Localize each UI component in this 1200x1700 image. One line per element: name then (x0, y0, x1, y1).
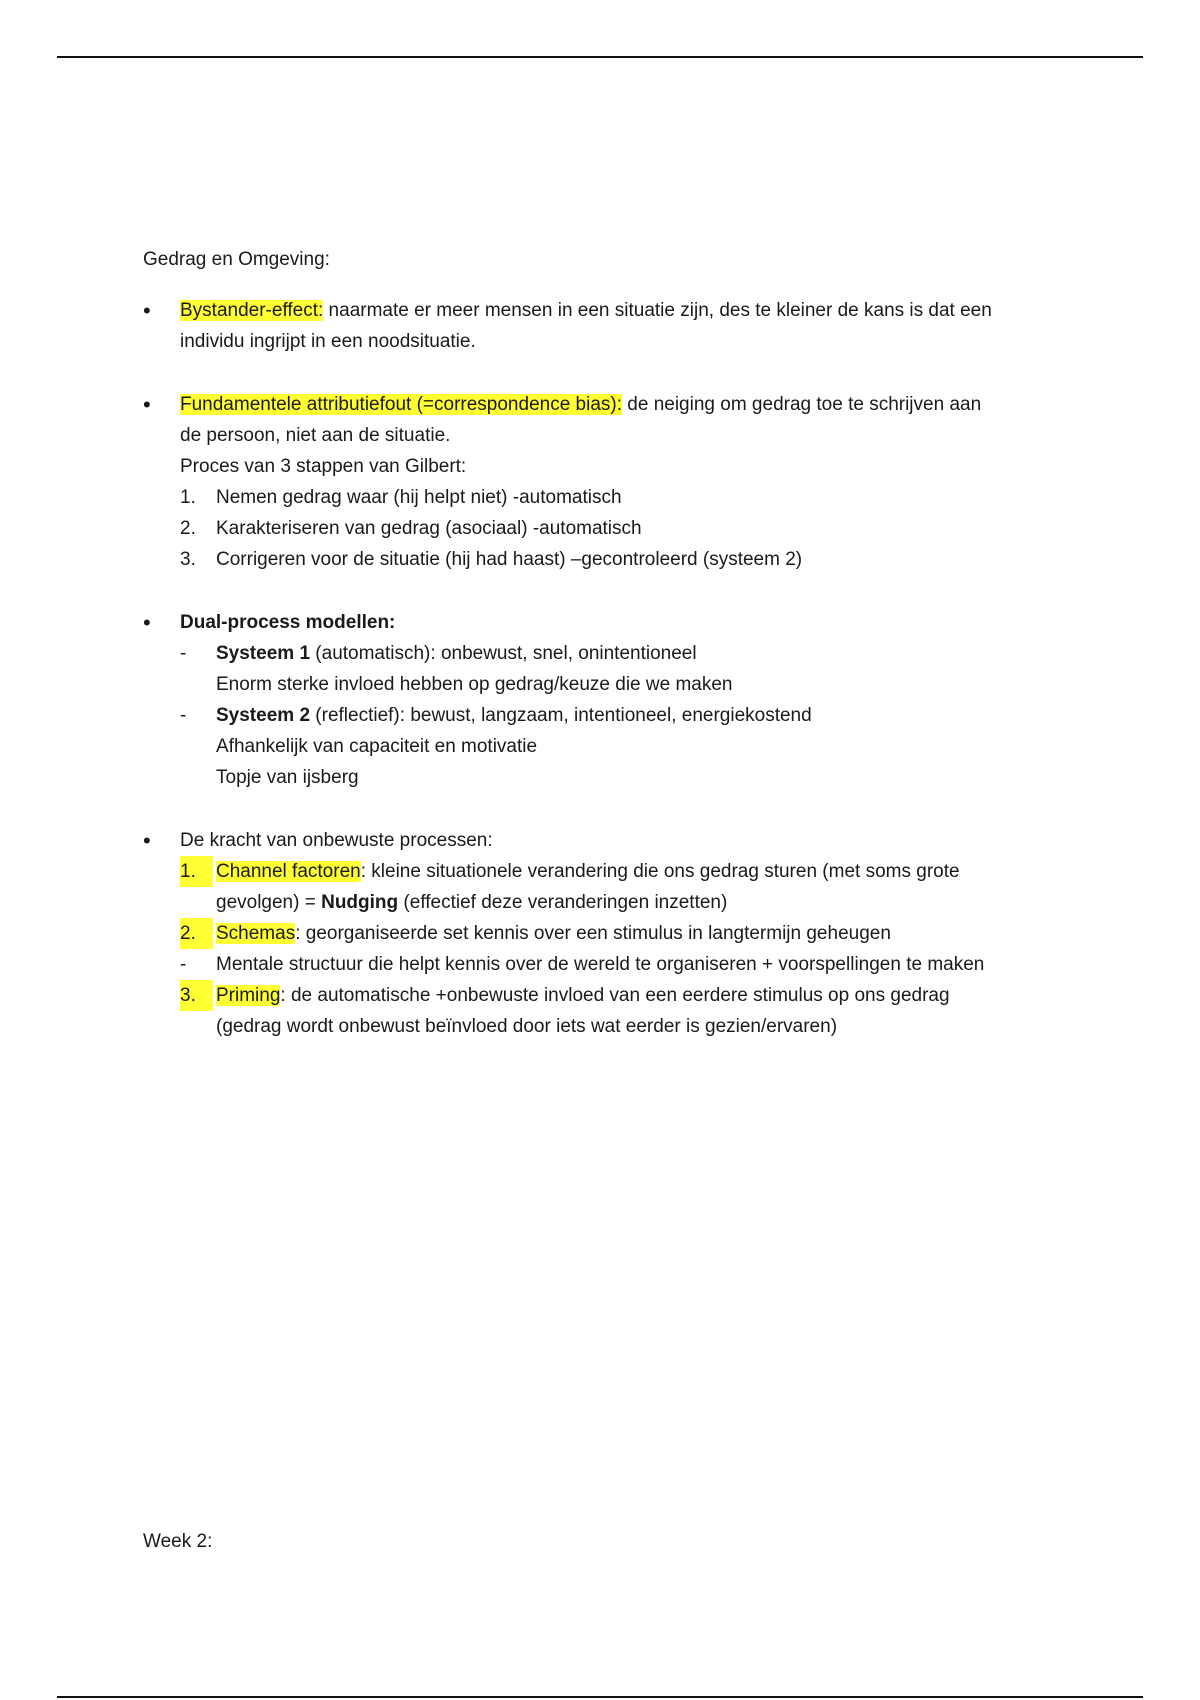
dash-marker: - (180, 954, 187, 975)
numbered-item (143, 918, 1063, 949)
header-rule (57, 56, 1143, 58)
page-title: Gedrag en Omgeving: (143, 249, 330, 270)
bullet-icon: • (143, 298, 151, 323)
item-text: : kleine situationele verandering die ons gedrag sturen (met soms grote (360, 861, 960, 882)
term-highlight: Bystander-effect: (180, 300, 324, 321)
item-number: 3. (180, 980, 213, 1011)
definition-continuation: individu ingrijpt in een noodsituatie. (180, 331, 476, 352)
item-continuation (143, 887, 1063, 918)
list-item (143, 607, 1063, 638)
numbered-step (143, 544, 1063, 575)
numbered-step (143, 482, 1063, 513)
term-highlight: Channel factoren (216, 861, 361, 882)
definition-text: naarmate er meer mensen in een situatie zijn, des te kleiner de kans is dat een (323, 300, 992, 321)
week-heading: Week 2: (143, 1531, 213, 1552)
system-label: Systeem 1 (216, 643, 311, 664)
term-highlight: Schemas (216, 923, 296, 944)
item-continuation-text: gevolgen) = (216, 892, 322, 913)
footer-rule (57, 1696, 1143, 1698)
numbered-step (143, 513, 1063, 544)
section-heading: De kracht van onbewuste processen: (180, 830, 493, 851)
definition-continuation: de persoon, niet aan de situatie. (180, 425, 451, 446)
bullet-icon: • (143, 392, 151, 417)
step-text: Corrigeren voor de situatie (hij had haast) –gecontroleerd (systeem 2) (216, 549, 803, 570)
system-continuation: Enorm sterke invloed hebben op gedrag/keuze die we maken (216, 674, 733, 695)
list-item (143, 295, 1063, 326)
dash-marker: - (180, 643, 187, 664)
item-number: 1. (180, 856, 213, 887)
list-item (143, 825, 1063, 856)
step-text: Nemen gedrag waar (hij helpt niet) -automatisch (216, 487, 622, 508)
dash-item (143, 700, 1063, 731)
system-continuation: Topje van ijsberg (216, 767, 359, 788)
system-text: (reflectief): bewust, langzaam, intentioneel, energiekostend (310, 705, 812, 726)
bullet-icon: • (143, 828, 151, 853)
nudging-term: Nudging (321, 892, 399, 913)
dash-item (143, 638, 1063, 669)
step-number: 2. (180, 518, 196, 539)
dash-item (143, 949, 1063, 980)
section-heading: Dual-process modellen: (180, 612, 396, 633)
system-continuation: Afhankelijk van capaciteit en motivatie (216, 736, 538, 757)
numbered-item (143, 856, 1063, 887)
system-label: Systeem 2 (216, 705, 311, 726)
item-continuation: (gedrag wordt onbewust beïnvloed door iets wat eerder is gezien/ervaren) (216, 1016, 838, 1037)
dash-marker: - (180, 705, 187, 726)
definition-text: de neiging om gedrag toe te schrijven aan (622, 394, 982, 415)
item-text: Mentale structuur die helpt kennis over de wereld te organiseren + voorspellingen te maken (216, 954, 985, 975)
step-number: 3. (180, 549, 196, 570)
item-text: : georganiseerde set kennis over een stimulus in langtermijn geheugen (295, 923, 891, 944)
item-text: : de automatische +onbewuste invloed van een eerdere stimulus op ons gedrag (280, 985, 950, 1006)
term-highlight: Fundamentele attributiefout (=correspondence bias): (180, 394, 623, 415)
document-body (143, 244, 1063, 1042)
system-text: (automatisch): onbewust, snel, onintentioneel (310, 643, 697, 664)
subheading: Proces van 3 stappen van Gilbert: (180, 456, 467, 477)
item-number: 2. (180, 918, 213, 949)
list-item (143, 389, 1063, 420)
item-continuation-text: (effectief deze veranderingen inzetten) (398, 892, 728, 913)
numbered-item (143, 980, 1063, 1011)
step-number: 1. (180, 487, 196, 508)
bullet-icon: • (143, 610, 151, 635)
term-highlight: Priming (216, 985, 281, 1006)
step-text: Karakteriseren van gedrag (asociaal) -automatisch (216, 518, 642, 539)
